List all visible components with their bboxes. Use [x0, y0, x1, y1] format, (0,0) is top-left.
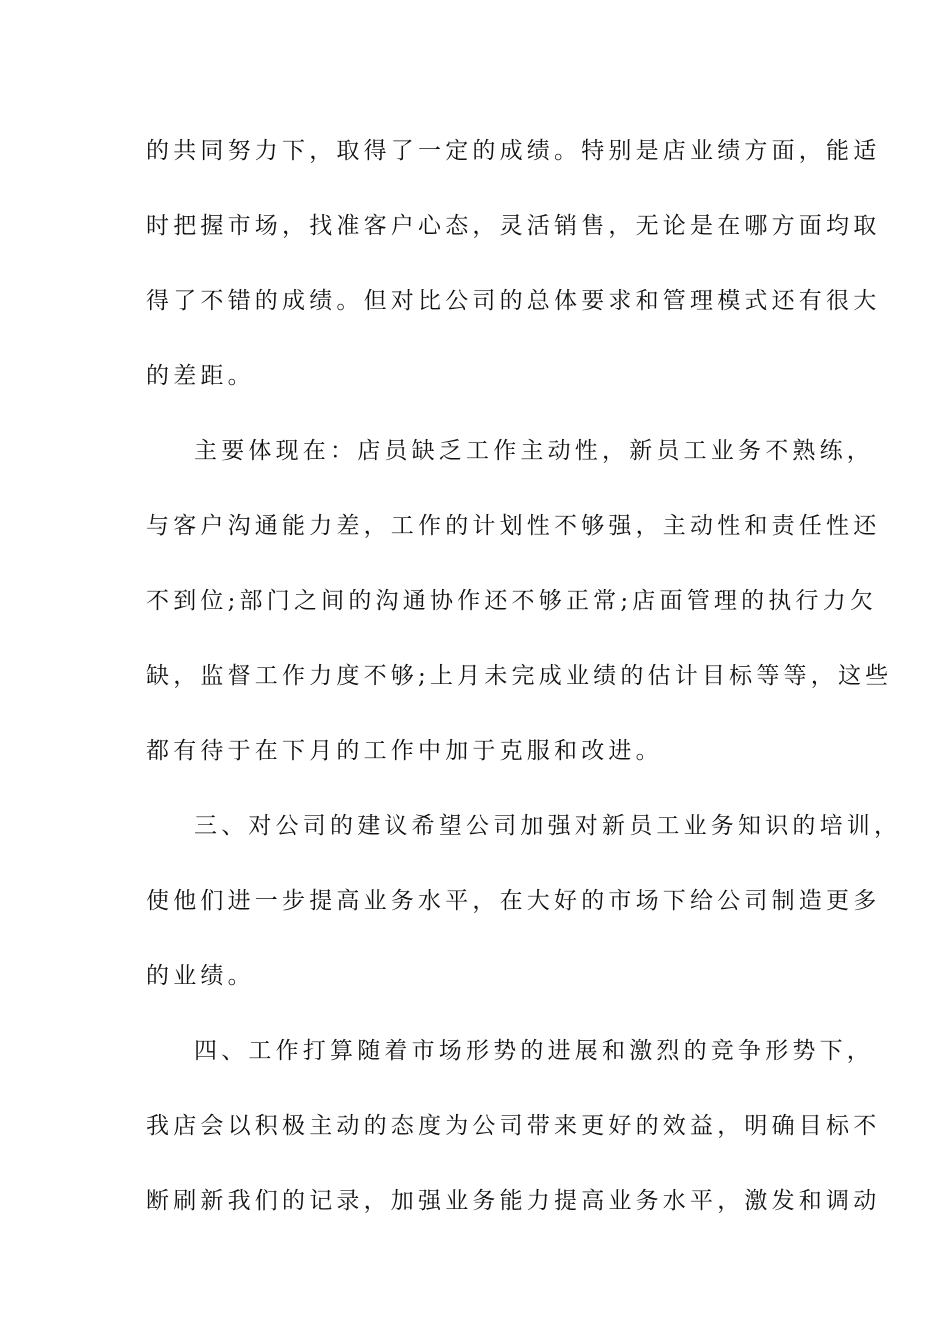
- text-line: 时把握市场，找准客户心态，灵活销售，无论是在哪方面均取: [146, 213, 881, 239]
- text-line: 我店会以积极主动的态度为公司带来更好的效益，明确目标不: [146, 1113, 881, 1139]
- text-line: 的共同努力下，取得了一定的成绩。特别是店业绩方面，能适: [146, 138, 881, 164]
- text-line: 与客户沟通能力差，工作的计划性不够强，主动性和责任性还: [146, 513, 881, 539]
- paragraph-first-line: 主要体现在：店员缺乏工作主动性，新员工业务不熟练，: [194, 438, 874, 464]
- text-line: 的业绩。: [146, 963, 255, 989]
- text-line: 断刷新我们的记录，加强业务能力提高业务水平，激发和调动: [146, 1188, 881, 1214]
- text-line: 得了不错的成绩。但对比公司的总体要求和管理模式还有很大: [146, 288, 881, 314]
- text-line: 缺，监督工作力度不够;上月未完成业绩的估计目标等等，这些: [146, 663, 893, 689]
- text-line: 都有待于在下月的工作中加于克服和改进。: [146, 738, 663, 764]
- paragraph-first-line: 四、工作打算随着市场形势的进展和激烈的竞争形势下，: [194, 1038, 874, 1064]
- text-line: 使他们进一步提高业务水平，在大好的市场下给公司制造更多: [146, 888, 881, 914]
- text-line: 的差距。: [146, 363, 255, 389]
- paragraph-first-line: 三、对公司的建议希望公司加强对新员工业务知识的培训，: [194, 813, 902, 839]
- text-line: 不到位;部门之间的沟通协作还不够正常;店面管理的执行力欠: [146, 588, 878, 614]
